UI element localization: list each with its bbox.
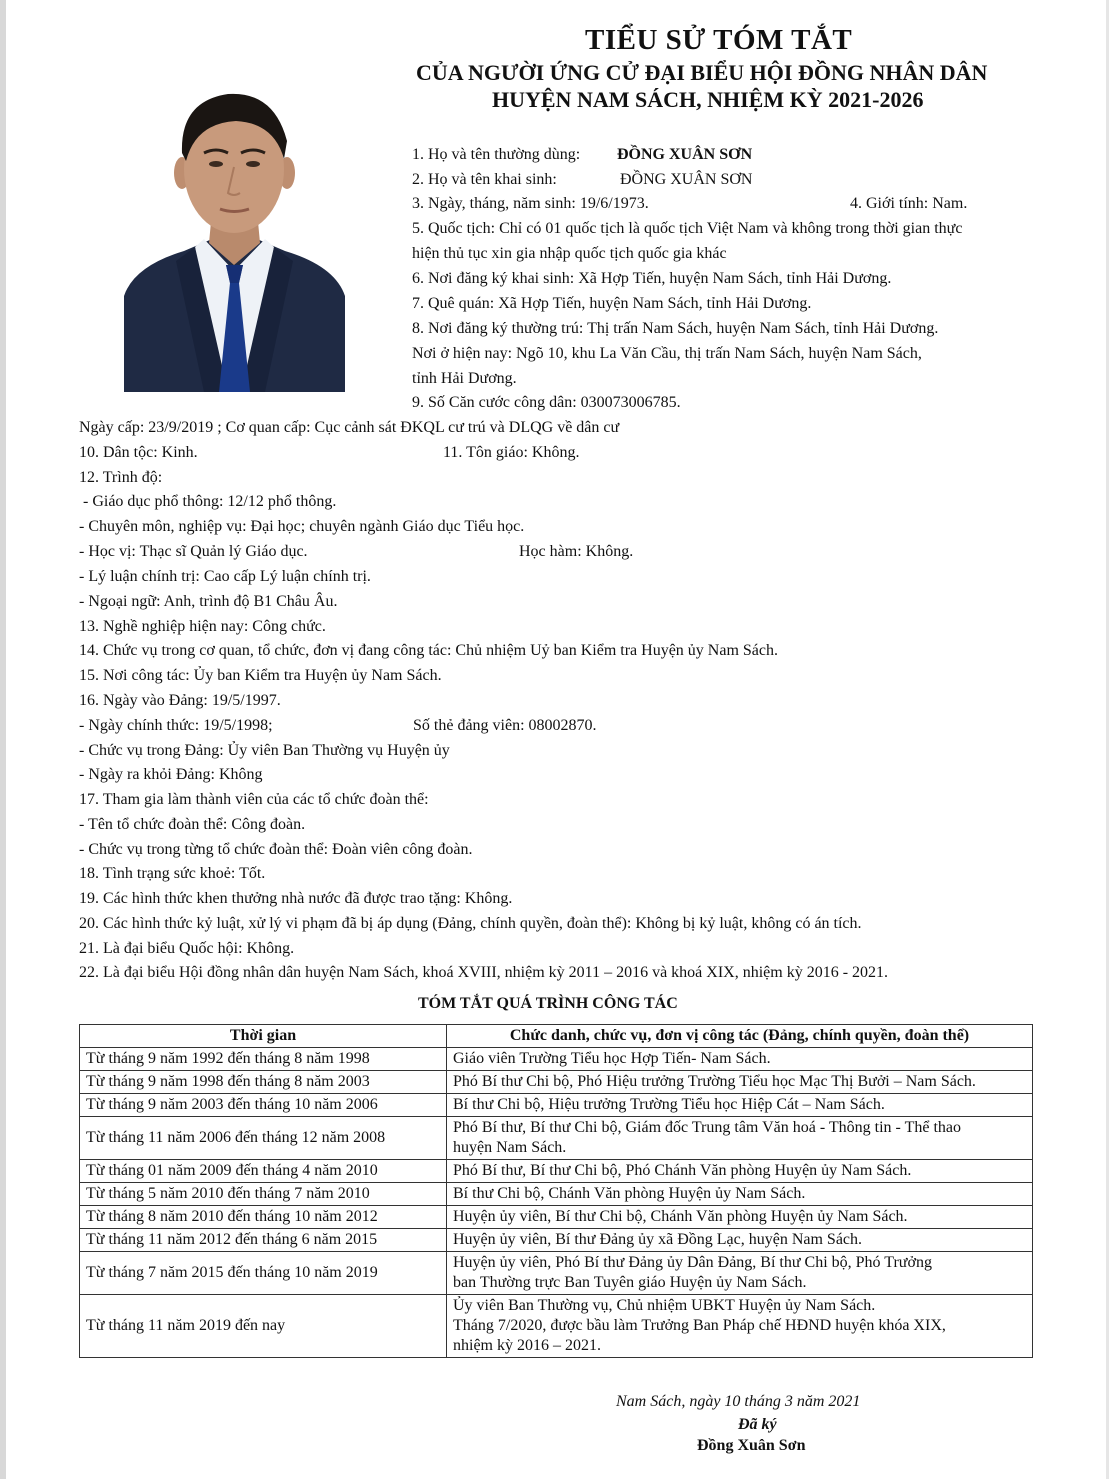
field-ethnicity: 10. Dân tộc: Kinh. [79, 444, 198, 461]
cell-role-line: Huyện ủy viên, Bí thư Chi bộ, Chánh Văn phòng Huyện ủy Nam Sách. [453, 1208, 908, 1225]
cell-time: Từ tháng 9 năm 2003 đến tháng 10 năm 2006 [80, 1094, 447, 1117]
cell-role-line: Huyện ủy viên, Bí thư Đảng ủy xã Đồng Lạc, huyện Nam Sách. [453, 1231, 863, 1248]
table-row [80, 1295, 1033, 1358]
field-permanent-residence: 8. Nơi đăng ký thường trú: Thị trấn Nam Sách, huyện Nam Sách, tỉnh Hải Dương. [412, 320, 939, 337]
cell-role-line: Huyện ủy viên, Phó Bí thư Đảng ủy Dân Đảng, Bí thư Chi bộ, Phó Trưởng [453, 1254, 932, 1271]
cell-time: Từ tháng 11 năm 2019 đến nay [80, 1295, 447, 1358]
document-title: TIỂU SỬ TÓM TẮT [585, 24, 853, 56]
signature-name: Đồng Xuân Sơn [697, 1437, 806, 1454]
field-birth-name-value: ĐỒNG XUÂN SƠN [620, 171, 753, 188]
cell-role [447, 1160, 1033, 1183]
field-position: 14. Chức vụ trong cơ quan, tổ chức, đơn vị đang công tác: Chủ nhiệm Uỷ ban Kiểm tra Huyện ủy Nam Sách. [79, 642, 779, 659]
field-general-education: - Giáo dục phổ thông: 12/12 phổ thông. [83, 493, 337, 510]
field-id-number: 9. Số Căn cước công dân: 030073006785. [412, 394, 681, 411]
column-header-time: Thời gian [80, 1025, 447, 1048]
field-birth-registration: 6. Nơi đăng ký khai sinh: Xã Hợp Tiến, huyện Nam Sách, tỉnh Hải Dương. [412, 270, 892, 287]
cell-role-line: Bí thư Chi bộ, Chánh Văn phòng Huyện ủy Nam Sách. [453, 1185, 806, 1202]
table-row [80, 1206, 1033, 1229]
column-header-role: Chức danh, chức vụ, đơn vị công tác (Đảng, chính quyền, đoàn thể) [447, 1025, 1033, 1048]
cell-role [447, 1252, 1033, 1295]
field-party-card-number: Số thẻ đảng viên: 08002870. [413, 717, 597, 734]
field-birth-date: 3. Ngày, tháng, năm sinh: 19/6/1973. [412, 195, 649, 212]
table-row [80, 1048, 1033, 1071]
cell-role [447, 1229, 1033, 1252]
field-awards: 19. Các hình thức khen thưởng nhà nước đã được trao tặng: Không. [79, 890, 513, 907]
page-edge-left [0, 0, 6, 1479]
field-organizations-heading: 17. Tham gia làm thành viên của các tổ chức đoàn thể: [79, 791, 429, 808]
field-nationality: 5. Quốc tịch: Chỉ có 01 quốc tịch là quốc tịch Việt Nam và không trong thời gian thực [412, 220, 963, 237]
field-party-official-date: - Ngày chính thức: 19/5/1998; [79, 717, 273, 734]
table-row [80, 1252, 1033, 1295]
field-national-assembly: 21. Là đại biểu Quốc hội: Không. [79, 940, 295, 957]
cell-time: Từ tháng 01 năm 2009 đến tháng 4 năm 2010 [80, 1160, 447, 1183]
field-workplace: 15. Nơi công tác: Ủy ban Kiểm tra Huyện ủy Nam Sách. [79, 667, 442, 684]
field-id-issue: Ngày cấp: 23/9/2019 ; Cơ quan cấp: Cục cảnh sát ĐKQL cư trú và DLQG về dân cư [79, 419, 620, 436]
table-row [80, 1183, 1033, 1206]
cell-role [447, 1183, 1033, 1206]
signature-place-date: Nam Sách, ngày 10 tháng 3 năm 2021 [616, 1393, 861, 1410]
work-history-table [79, 1024, 1033, 1358]
cell-role-line: ban Thường trực Ban Tuyên giáo Huyện ủy Nam Sách. [453, 1274, 807, 1291]
table-row [80, 1229, 1033, 1252]
field-health: 18. Tình trạng sức khoẻ: Tốt. [79, 865, 266, 882]
table-row [80, 1071, 1033, 1094]
work-history-title: TÓM TẮT QUÁ TRÌNH CÔNG TÁC [418, 995, 678, 1012]
field-discipline: 20. Các hình thức kỷ luật, xử lý vi phạm đã bị áp dụng (Đảng, chính quyền, đoàn thể): Không bị kỷ luật, không có án tích. [79, 915, 862, 932]
cell-role [447, 1071, 1033, 1094]
field-current-residence: Nơi ở hiện nay: Ngõ 10, khu La Văn Cầu, thị trấn Nam Sách, huyện Nam Sách, [412, 345, 922, 362]
cell-role-line: Ủy viên Ban Thường vụ, Chủ nhiệm UBKT Huyện ủy Nam Sách. [453, 1297, 876, 1314]
field-specialization: - Chuyên môn, nghiệp vụ: Đại học; chuyên ngành Giáo dục Tiểu học. [79, 518, 525, 535]
field-current-residence-cont: tỉnh Hải Dương. [412, 370, 517, 387]
table-header-row [80, 1025, 1033, 1048]
cell-role [447, 1094, 1033, 1117]
field-foreign-language: - Ngoại ngữ: Anh, trình độ B1 Châu Âu. [79, 593, 338, 610]
portrait-photo [124, 61, 345, 392]
table-row [80, 1094, 1033, 1117]
cell-role-line: Phó Bí thư, Bí thư Chi bộ, Phó Chánh Văn phòng Huyện ủy Nam Sách. [453, 1162, 912, 1179]
cell-time: Từ tháng 9 năm 1998 đến tháng 8 năm 2003 [80, 1071, 447, 1094]
field-gender: 4. Giới tính: Nam. [850, 195, 968, 212]
field-council-member: 22. Là đại biểu Hội đồng nhân dân huyện Nam Sách, khoá XVIII, nhiệm kỳ 2011 – 2016 và khoá XIX, nhiệm kỳ 2016 - 2021. [79, 964, 889, 981]
cell-role-line: Phó Bí thư, Bí thư Chi bộ, Giám đốc Trung tâm Văn hoá - Thông tin - Thể thao [453, 1119, 962, 1136]
field-occupation: 13. Nghề nghiệp hiện nay: Công chức. [79, 618, 326, 635]
field-degree: - Học vị: Thạc sĩ Quản lý Giáo dục. [79, 543, 308, 560]
cell-time: Từ tháng 9 năm 1992 đến tháng 8 năm 1998 [80, 1048, 447, 1071]
cell-role [447, 1117, 1033, 1160]
field-common-name-label: 1. Họ và tên thường dùng: [412, 146, 581, 163]
cell-role-line: Giáo viên Trường Tiểu học Hợp Tiến- Nam Sách. [453, 1050, 771, 1067]
field-organization-role: - Chức vụ trong từng tổ chức đoàn thể: Đoàn viên công đoàn. [79, 841, 473, 858]
table-row [80, 1117, 1033, 1160]
field-organization-name: - Tên tổ chức đoàn thể: Công đoàn. [79, 816, 306, 833]
field-education-heading: 12. Trình độ: [79, 469, 163, 486]
field-hometown: 7. Quê quán: Xã Hợp Tiến, huyện Nam Sách, tỉnh Hải Dương. [412, 295, 812, 312]
document-subtitle-1: CỦA NGƯỜI ỨNG CỬ ĐẠI BIỂU HỘI ĐỒNG NHÂN DÂN [416, 60, 988, 85]
cell-role-line: Tháng 7/2020, được bầu làm Trưởng Ban Pháp chế HĐND huyện khóa XIX, [453, 1317, 946, 1334]
cell-time: Từ tháng 7 năm 2015 đến tháng 10 năm 2019 [80, 1252, 447, 1295]
portrait-illustration [124, 61, 345, 392]
document-subtitle-2: HUYỆN NAM SÁCH, NHIỆM KỲ 2021-2026 [492, 87, 924, 112]
field-common-name-value: ĐỒNG XUÂN SƠN [617, 146, 753, 163]
field-party-join-date: 16. Ngày vào Đảng: 19/5/1997. [79, 692, 281, 709]
cell-time: Từ tháng 11 năm 2006 đến tháng 12 năm 2008 [80, 1117, 447, 1160]
field-party-position: - Chức vụ trong Đảng: Ủy viên Ban Thường vụ Huyện ủy [79, 742, 450, 759]
cell-role [447, 1048, 1033, 1071]
cell-time: Từ tháng 8 năm 2010 đến tháng 10 năm 2012 [80, 1206, 447, 1229]
cell-role-line: nhiệm kỳ 2016 – 2021. [453, 1337, 601, 1354]
cell-role-line: huyện Nam Sách. [453, 1139, 567, 1156]
cell-time: Từ tháng 11 năm 2012 đến tháng 6 năm 2015 [80, 1229, 447, 1252]
field-party-leave-date: - Ngày ra khỏi Đảng: Không [79, 766, 263, 783]
field-nationality-cont: hiện thủ tục xin gia nhập quốc tịch quốc gia khác [412, 245, 727, 262]
work-history-body [80, 1048, 1033, 1358]
field-birth-name-label: 2. Họ và tên khai sinh: [412, 171, 557, 188]
table-row [80, 1160, 1033, 1183]
field-political-theory: - Lý luận chính trị: Cao cấp Lý luận chính trị. [79, 568, 371, 585]
cell-role [447, 1206, 1033, 1229]
field-religion: 11. Tôn giáo: Không. [443, 444, 580, 461]
cell-role [447, 1295, 1033, 1358]
cell-role-line: Bí thư Chi bộ, Hiệu trưởng Trường Tiểu học Hiệp Cát – Nam Sách. [453, 1096, 885, 1113]
cell-role-line: Phó Bí thư Chi bộ, Phó Hiệu trưởng Trường Tiểu học Mạc Thị Bưởi – Nam Sách. [453, 1073, 976, 1090]
cell-time: Từ tháng 5 năm 2010 đến tháng 7 năm 2010 [80, 1183, 447, 1206]
field-academic-title: Học hàm: Không. [519, 543, 634, 560]
signature-signed: Đã ký [738, 1416, 777, 1433]
